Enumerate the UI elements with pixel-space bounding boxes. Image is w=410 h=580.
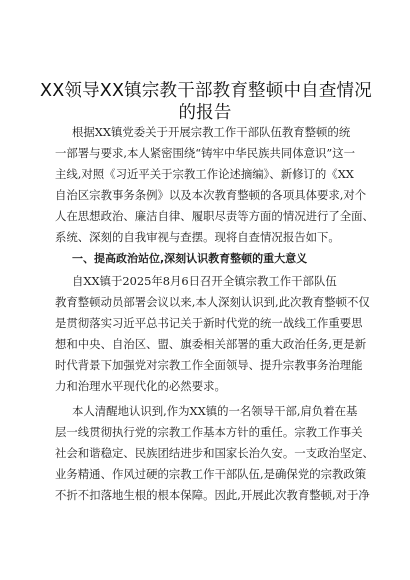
paragraph-3-line: 层一线贯彻执行党的宗教工作基本方针的重任。宗教工作事关	[55, 425, 363, 439]
paragraph-3-line: 社会和谐稳定、民族团结进步和国家长治久安。一支政治坚定、	[55, 446, 374, 460]
paragraph-3-line: 本人清醒地认识到,作为XX镇的一名领导干部,肩负着在基	[72, 404, 358, 418]
paragraph-3-line: 业务精通、作风过硬的宗教工作干部队伍,是确保党的宗教政策	[55, 467, 367, 481]
paragraph-2-line: 时代背景下加强党对宗教工作全面领导、提升宗教事务治理能	[55, 358, 363, 372]
paragraph-2-line: 教育整顿动员部署会议以来,本人深刻认识到,此次教育整顿不仅	[55, 295, 370, 309]
paragraph-1-line: 自治区宗教事务条例》以及本次教育整顿的各项具体要求,对个	[55, 188, 367, 202]
document-title-line-2: 的报告	[178, 103, 232, 123]
paragraph-1-line: 人在思想政治、廉洁自律、履职尽责等方面的情况进行了全面、	[55, 209, 374, 223]
paragraph-2-line: 是贯彻落实习近平总书记关于新时代党的统一战线工作重要思	[55, 316, 363, 330]
paragraph-1-line: 主线,对照《习近平关于宗教工作论述摘编》、新修订的《XX	[55, 167, 354, 181]
paragraph-1-line: 系统、深刻的自我审视与查摆。现将自查情况报告如下。	[55, 230, 340, 244]
paragraph-2-line: 自XX镇于2025年8月6日召开全镇宗教工作干部队伍	[72, 274, 337, 288]
paragraph-2-line: 力和治理水平现代化的必然要求。	[55, 379, 226, 393]
section-1-heading: 一、提高政治站位,深刻认识教育整顿的重大意义	[72, 252, 308, 265]
paragraph-1-line: 根据XX镇党委关于开展宗教工作干部队伍教育整顿的统	[72, 125, 351, 139]
paragraph-1-line: 一部署与要求,本人紧密围绕“铸牢中华民族共同体意识”这一	[55, 146, 356, 160]
document-title-line-1: XX领导XX镇宗教干部教育整顿中自查情况	[40, 81, 372, 101]
paragraph-3-line: 不折不扣落地生根的根本保障。因此,开展此次教育整顿,对于净	[55, 488, 370, 502]
paragraph-2-line: 想和中央、自治区、盟、旗委相关部署的重大政治任务,更是新	[55, 337, 367, 351]
